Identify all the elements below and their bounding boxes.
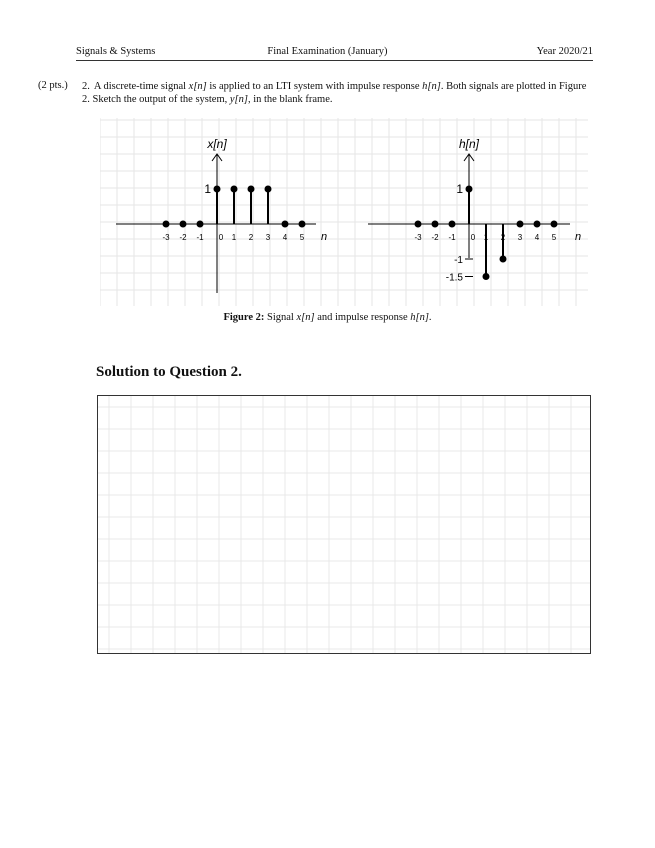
figure-caption (0, 312, 655, 323)
signal-x-symbol: x[n] (188, 81, 207, 92)
caption-text-part: . (428, 312, 432, 323)
plot-h-n (368, 137, 581, 284)
plot-title: x[n] (207, 137, 227, 151)
signal-y-symbol: y[n] (229, 94, 248, 105)
x-tick-label: -1 (448, 233, 456, 242)
caption-signal-h: h[n] (410, 312, 429, 323)
stem-point (248, 186, 255, 193)
y-tick-label: 1 (456, 182, 463, 196)
x-tick-label: 4 (534, 233, 540, 242)
question-text (82, 80, 595, 106)
plot-x-n (116, 137, 327, 293)
x-tick-label: 3 (517, 233, 523, 242)
x-tick-label: 2 (248, 233, 254, 242)
caption-text-part: Signal (264, 312, 297, 323)
caption-label: Figure 2: (223, 312, 265, 323)
x-tick-label: 4 (282, 233, 288, 242)
x-tick-label: -1 (196, 233, 204, 242)
x-axis-label: n (575, 231, 582, 243)
solution-frame-border (98, 396, 591, 654)
x-tick-label: 2 (500, 233, 506, 242)
question-text-part: A discrete-time signal (93, 81, 189, 92)
x-tick-label: -2 (431, 233, 439, 242)
y-tick-label: 1 (204, 182, 211, 196)
y-tick-label: -1.5 (445, 272, 463, 284)
stem-point (534, 221, 541, 228)
header-course-title: Signals & Systems (76, 46, 156, 57)
y-tick-label: -1 (454, 255, 463, 266)
stem-point (214, 186, 221, 193)
stem-point (432, 221, 439, 228)
stem-point (265, 186, 272, 193)
question-number: 2. (82, 81, 90, 92)
stem-point (197, 221, 204, 228)
caption-signal-x: x[n] (296, 312, 315, 323)
stem-point (466, 186, 473, 193)
x-tick-label: 0 (470, 233, 476, 242)
stem-point (299, 221, 306, 228)
question-points: (2 pts.) (38, 80, 68, 91)
solution-frame[interactable] (97, 395, 592, 655)
figure-2 (100, 118, 588, 306)
x-tick-label: -3 (414, 233, 422, 242)
x-tick-label: 3 (265, 233, 271, 242)
x-tick-label: 5 (551, 233, 557, 242)
stem-point (180, 221, 187, 228)
x-tick-label: 1 (231, 233, 237, 242)
x-tick-label: 5 (299, 233, 305, 242)
x-tick-label: -3 (162, 233, 170, 242)
solution-title: Solution to Question 2. (96, 364, 242, 380)
stem-point (282, 221, 289, 228)
header-rule (76, 60, 593, 61)
header-exam-title: Final Examination (January) (267, 46, 388, 57)
header-year: Year 2020/21 (536, 46, 593, 57)
signal-h-symbol: h[n] (422, 81, 441, 92)
question-text-part: is applied to an LTI system with impulse response (206, 81, 423, 92)
x-tick-label: 1 (483, 233, 489, 242)
stem-point (415, 221, 422, 228)
stem-point (449, 221, 456, 228)
question-text-part: . Both signals are plotted in Figure 2. Sketch the output of the system, (82, 81, 587, 105)
stem-point (500, 256, 507, 263)
stem-point (517, 221, 524, 228)
x-tick-label: -2 (179, 233, 187, 242)
x-tick-label: 0 (218, 233, 224, 242)
caption-text-part: and impulse response (314, 312, 411, 323)
solution-grid (98, 396, 590, 653)
x-axis-label: n (321, 231, 328, 243)
stem-point (483, 273, 490, 280)
stem-point (551, 221, 558, 228)
stem-point (163, 221, 170, 228)
question-text-part: , in the blank frame. (247, 94, 333, 105)
stem-point (231, 186, 238, 193)
plot-title: h[n] (458, 137, 480, 151)
figure-grid (100, 118, 588, 306)
